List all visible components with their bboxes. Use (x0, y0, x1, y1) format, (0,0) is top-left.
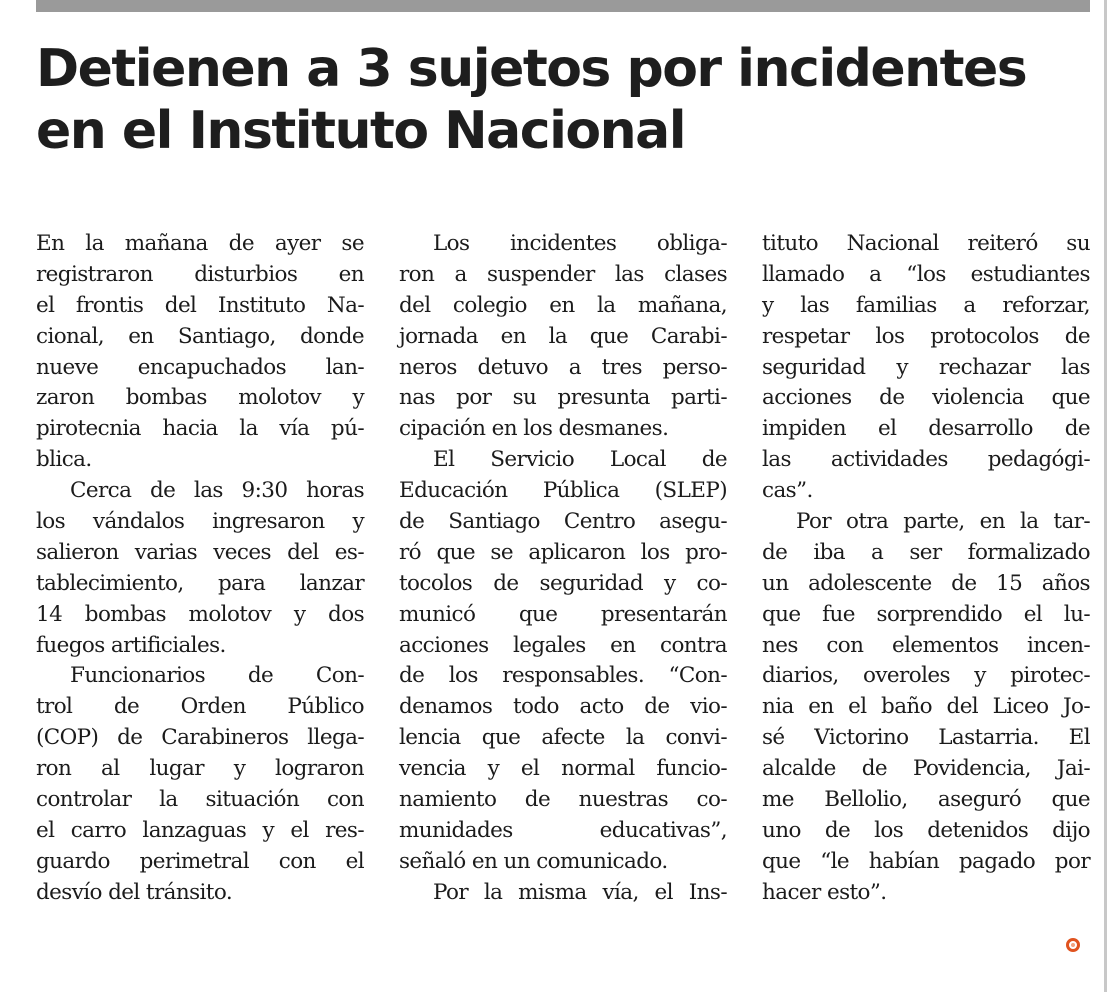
body-line: lencia que afecte la convi- (399, 725, 727, 751)
body-line: el frontis del Instituto Na- (36, 292, 364, 318)
body-line: de Santiago Centro asegu- (399, 509, 727, 535)
end-of-article-icon (1066, 938, 1080, 952)
body-line: jornada en la que Carabi- (399, 323, 727, 349)
body-line: registraron disturbios en (36, 261, 364, 287)
body-line: llamado a “los estudiantes (762, 261, 1090, 287)
body-line: neros detuvo a tres perso- (399, 354, 727, 380)
body-line: me Bellolio, aseguró que (762, 787, 1090, 813)
body-line: tocolos de seguridad y co- (399, 570, 727, 596)
body-line: Cerca de las 9:30 horas (70, 478, 364, 504)
body-line: cional, en Santiago, donde (36, 323, 364, 349)
body-line: de iba a ser formalizado (762, 539, 1090, 565)
headline-line: en el Instituto Nacional (36, 101, 686, 161)
body-line: namiento de nuestras co- (399, 787, 727, 813)
body-line: Por la misma vía, el Ins- (433, 879, 727, 905)
body-line: de los responsables. “Con- (399, 663, 727, 689)
body-line: uno de los detenidos dijo (762, 817, 1090, 843)
body-line: acciones legales en contra (399, 632, 727, 658)
body-line: acciones de violencia que (762, 385, 1090, 411)
body-line: salieron varias veces del es- (36, 539, 364, 565)
body-line: desvío del tránsito. (36, 879, 233, 905)
body-line: respetar los protocolos de (762, 323, 1090, 349)
body-line: Funcionarios de Con- (70, 663, 364, 689)
body-line: guardo perimetral con el (36, 848, 364, 874)
body-line: fuegos artificiales. (36, 632, 226, 658)
body-line: controlar la situación con (36, 787, 364, 813)
body-line: nueve encapuchados lan- (36, 354, 364, 380)
body-line: cipación en los desmanes. (399, 416, 669, 442)
body-line: munidades educativas”, (399, 817, 727, 843)
body-line: un adolescente de 15 años (762, 570, 1090, 596)
body-line: los vándalos ingresaron y (36, 509, 364, 535)
body-line: En la mañana de ayer se (36, 231, 364, 256)
top-rule (36, 0, 1090, 12)
body-line: que fue sorprendido el lu- (762, 601, 1090, 627)
body-line: las actividades pedagógi- (762, 447, 1090, 473)
headline (36, 38, 1076, 162)
body-line: impiden el desarrollo de (762, 416, 1090, 442)
body-line: 14 bombas molotov y dos (36, 601, 364, 627)
body-line: ron al lugar y lograron (36, 756, 364, 782)
body-line: el carro lanzaguas y el res- (36, 817, 364, 843)
body-line: El Servicio Local de (433, 447, 727, 473)
body-line: vencia y el normal funcio- (399, 756, 727, 782)
column-divider (1104, 0, 1107, 992)
body-line: nas por su presunta parti- (399, 385, 727, 411)
body-line: municó que presentarán (399, 601, 727, 627)
body-line: zaron bombas molotov y (36, 385, 364, 411)
body-line: diarios, overoles y pirotec- (762, 663, 1090, 689)
body-line: que “le habían pagado por (762, 848, 1090, 874)
body-line: blica. (36, 447, 92, 473)
body-line: ró que se aplicaron los pro- (399, 539, 727, 565)
body-line: y las familias a reforzar, (762, 292, 1090, 318)
body-line: denamos todo acto de vio- (399, 694, 727, 720)
body-line: sé Victorino Lastarria. El (762, 725, 1090, 751)
body-line: Por otra parte, en la tar- (796, 509, 1090, 535)
body-line: hacer esto”. (762, 879, 887, 905)
body-line: cas”. (762, 478, 813, 504)
body-line: Los incidentes obliga- (433, 231, 727, 256)
body-line: alcalde de Povidencia, Jai- (762, 756, 1090, 782)
body-line: nia en el baño del Liceo Jo- (762, 694, 1090, 720)
body-line: trol de Orden Público (36, 694, 364, 720)
headline-line: Detienen a 3 sujetos por incidentes (36, 39, 1027, 99)
body-line: seguridad y rechazar las (762, 354, 1090, 380)
body-line: tablecimiento, para lanzar (36, 570, 364, 596)
body-line: Educación Pública (SLEP) (399, 478, 727, 504)
body-line: pirotecnia hacia la vía pú- (36, 416, 364, 442)
body-line: del colegio en la mañana, (399, 292, 727, 318)
article-column-1 (36, 229, 364, 909)
body-line: nes con elementos incen- (762, 632, 1090, 658)
body-line: ron a suspender las clases (399, 261, 727, 287)
article-column-3 (762, 229, 1090, 909)
body-line: tituto Nacional reiteró su (762, 231, 1090, 256)
body-line: señaló en un comunicado. (399, 848, 668, 874)
article-column-2 (399, 229, 727, 909)
body-line: (COP) de Carabineros llega- (36, 725, 364, 751)
